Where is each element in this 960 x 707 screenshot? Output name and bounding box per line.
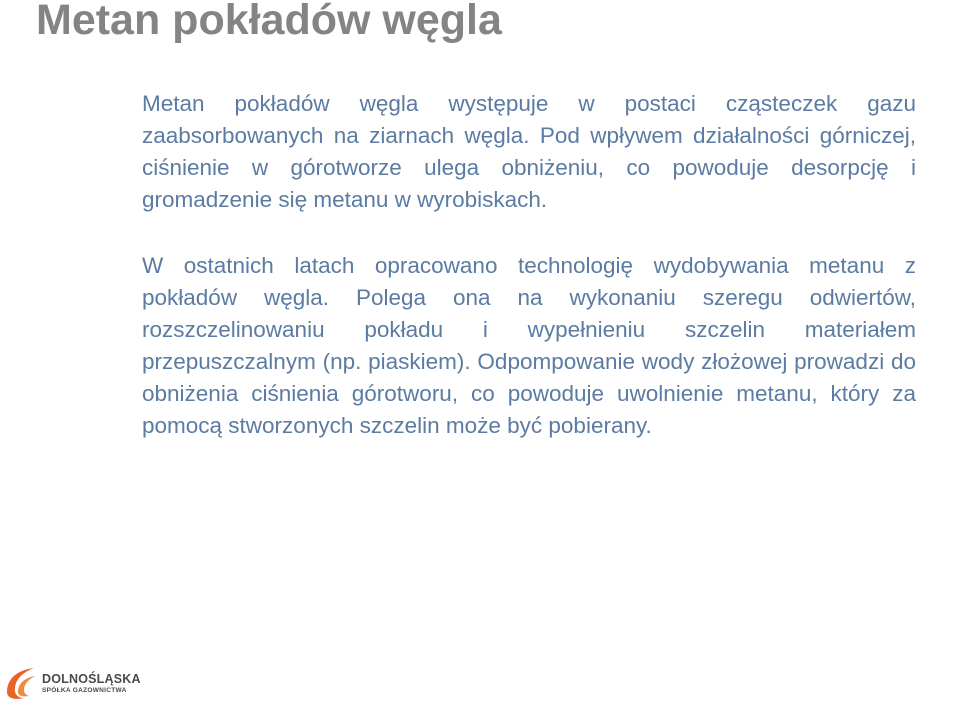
logo-company-name: DOLNOŚLĄSKA [42,672,141,686]
flame-logo-icon [4,662,40,702]
slide-body [142,88,916,442]
logo-company-subtitle: SPÓŁKA GAZOWNICTWA [42,687,127,694]
slide-title: Metan pokładów węgla [36,0,502,44]
paragraph-methane-origin: Metan pokładów węgla występuje w postaci cząsteczek gazu zaabsorbowanych na ziarnach węgla. Pod wpływem działalności górniczej, ciśnienie w górotworze ulega obniżeniu, co powoduje desorpcję i gromadzenie się metanu w wyrobiskach. [142,91,916,212]
paragraph-extraction-technology: W ostatnich latach opracowano technologię wydobywania metanu z pokładów węgla. Polega ona na wykonaniu szeregu odwiertów, rozszczelinowaniu pokładu i wypełnieniu szczelin materiałem przepuszczalnym (np. piaskiem). Odpompowanie wody złożowej prowadzi do obniżenia ciśnienia górotworu, co powoduje uwolnienie metanu, który za pomocą stworzonych szczelin może być pobierany. [142,253,916,438]
company-logo [4,662,144,702]
